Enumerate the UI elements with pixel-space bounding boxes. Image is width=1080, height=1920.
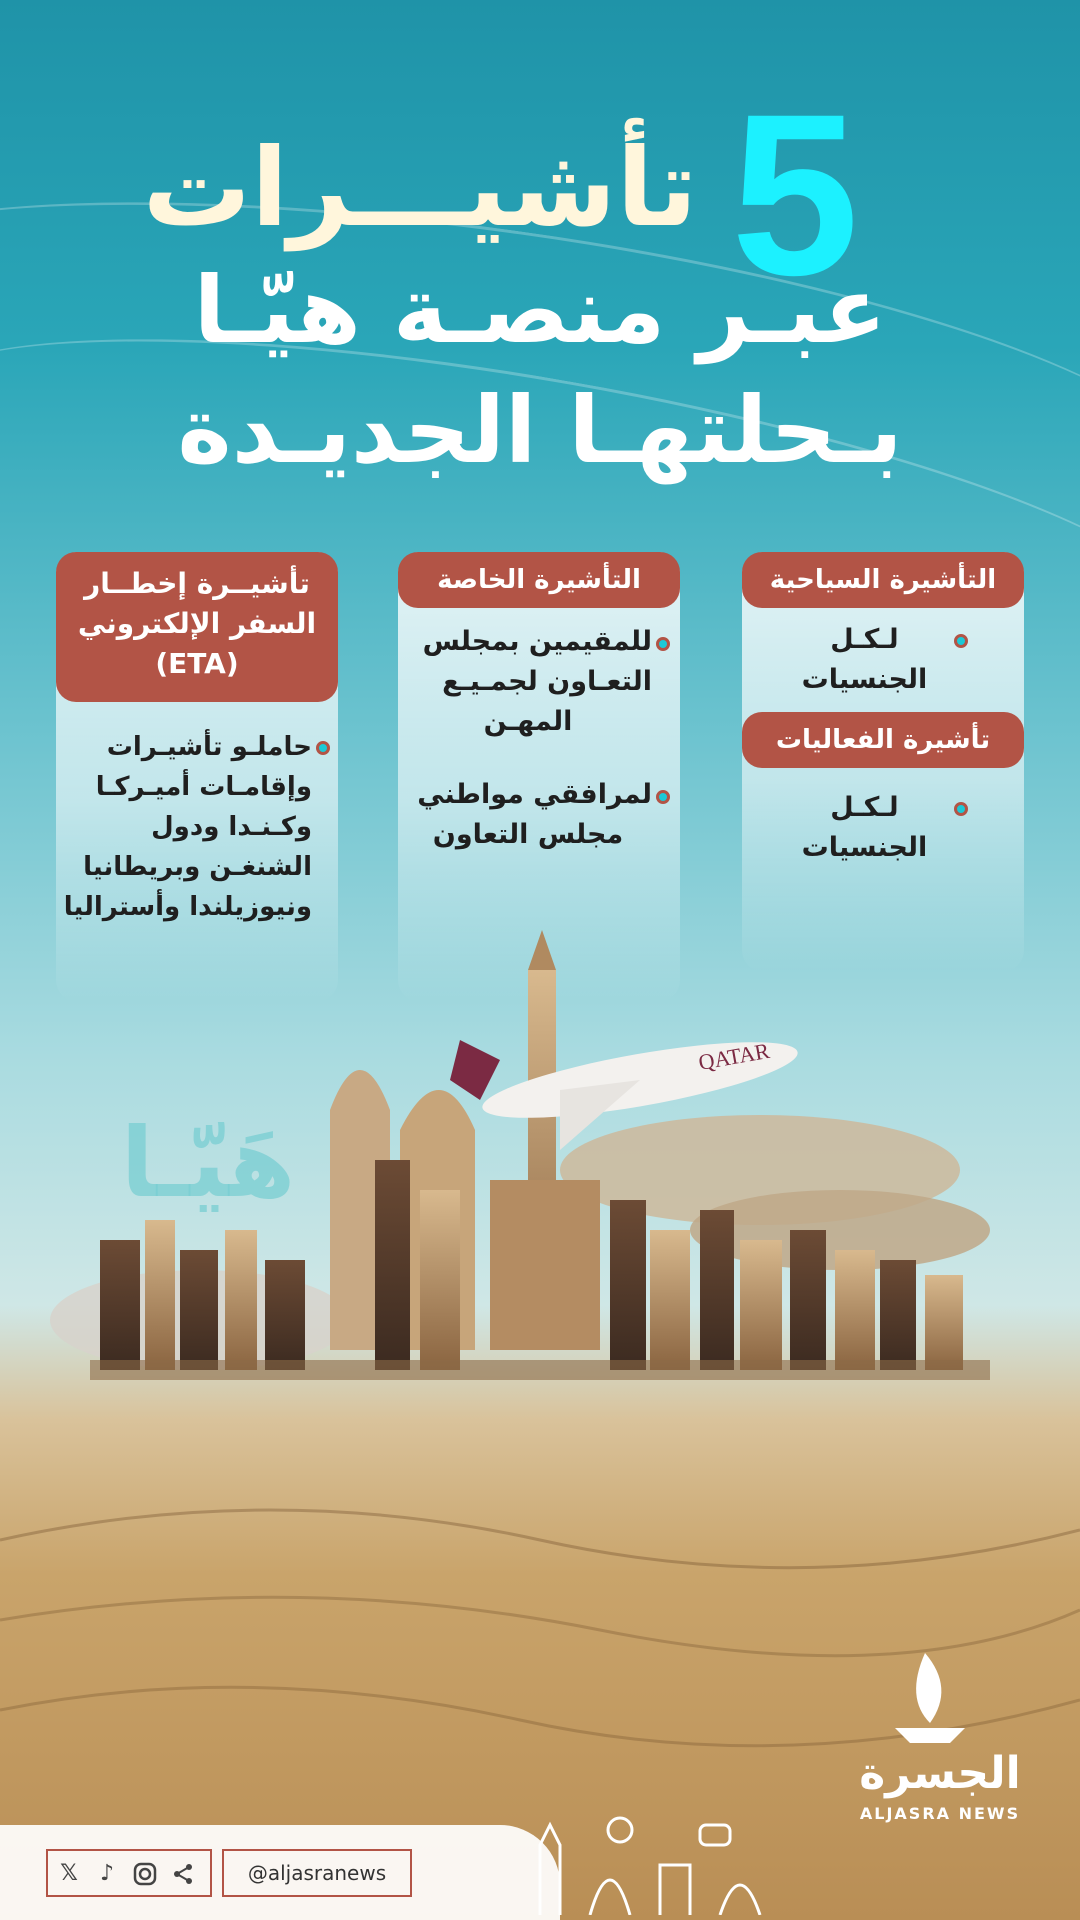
building — [180, 1250, 218, 1370]
building — [650, 1230, 690, 1370]
bullet-icon — [656, 790, 670, 804]
x-icon[interactable]: 𝕏 — [60, 1861, 78, 1886]
card-special-item-line: للمقيمين بمجلس — [422, 626, 652, 657]
dhow-boat-icon — [885, 1648, 975, 1748]
card-events-item-line: لـكـل — [830, 792, 899, 823]
building — [925, 1275, 963, 1370]
bullet-icon — [954, 634, 968, 648]
card-eta-header-line: (ETA) — [155, 647, 239, 680]
card-special-item-line: لمرافقي مواطني — [417, 779, 652, 810]
mosque-building — [490, 1180, 600, 1350]
card-eta-item-line: حاملـو تأشيـرات — [106, 732, 312, 762]
card-eta-item-line: الشنغـن وبريطانيا — [83, 852, 312, 882]
title-block — [0, 60, 1080, 484]
building — [880, 1260, 916, 1370]
card-tourist-header: التأشيرة السياحية — [742, 552, 1024, 608]
minaret-tip — [528, 930, 556, 970]
card-eta-item-line: وكـنـدا ودول — [151, 812, 312, 842]
building — [265, 1260, 305, 1370]
title-line-2: عبـر منصـة هيّـا — [193, 257, 887, 364]
footer — [0, 1825, 1080, 1920]
bullet-icon — [954, 802, 968, 816]
card-special-header: التأشيرة الخاصة — [398, 552, 680, 608]
card-events-item — [782, 788, 947, 868]
card-eta-item — [62, 727, 312, 927]
title-number: 5 — [731, 66, 859, 323]
share-icon[interactable] — [168, 1859, 198, 1889]
card-eta-item-line: وإقامـات أميـركـا — [95, 772, 312, 802]
doha-landmarks-line-art — [520, 1805, 820, 1915]
card-tourist-item — [782, 620, 947, 700]
building — [100, 1240, 140, 1370]
building — [835, 1250, 875, 1370]
card-events-item-line: الجنسيات — [801, 832, 928, 863]
building — [420, 1190, 460, 1370]
ground — [90, 1360, 990, 1380]
building — [225, 1230, 257, 1370]
card-tourist-item-line: الجنسيات — [801, 664, 928, 695]
card-tourist-item-line: لـكـل — [830, 624, 899, 655]
tiktok-icon[interactable]: ♪ — [99, 1861, 115, 1886]
card-events-header: تأشيرة الفعاليات — [742, 712, 1024, 768]
social-handle[interactable]: @aljasranews — [222, 1849, 412, 1897]
logo-name: الجسرة — [859, 1748, 1021, 1799]
building — [790, 1230, 826, 1370]
title-line-3: بـحلتهـا الجديـدة — [177, 377, 903, 484]
card-tourist — [742, 552, 1024, 972]
card-special-item-2 — [404, 775, 652, 855]
card-special-item-line: مجلس التعاون — [432, 819, 624, 850]
card-special-item-line: التعـاون لجمـيـع — [442, 666, 652, 697]
card-eta-header-line: السفر الإلكتروني — [77, 607, 317, 640]
building — [740, 1240, 782, 1370]
bullet-icon — [656, 637, 670, 651]
card-special-item-1 — [404, 622, 652, 742]
doha-skyline-illustration — [0, 930, 1080, 1490]
bullet-icon — [316, 741, 330, 755]
aljasra-logo — [840, 1640, 1040, 1840]
card-eta-item-line: ونيوزيلندا وأستراليا — [63, 892, 312, 922]
logo-subtitle: ALJASRA NEWS — [859, 1804, 1021, 1823]
title-line-1: تأشيـــرات — [142, 126, 698, 251]
building — [145, 1220, 175, 1370]
building — [700, 1210, 734, 1370]
plane-livery-text: QATAR — [696, 1037, 772, 1075]
card-eta-header — [56, 552, 338, 702]
instagram-icon[interactable] — [130, 1859, 160, 1889]
card-eta-header-line: تأشيــرة إخطــار — [84, 567, 310, 600]
building — [375, 1160, 410, 1370]
card-special-item-line: المهـن — [483, 706, 573, 737]
hayya-watermark: هَيّـا — [120, 1107, 296, 1219]
social-icons-box — [46, 1849, 212, 1897]
building — [610, 1200, 646, 1370]
